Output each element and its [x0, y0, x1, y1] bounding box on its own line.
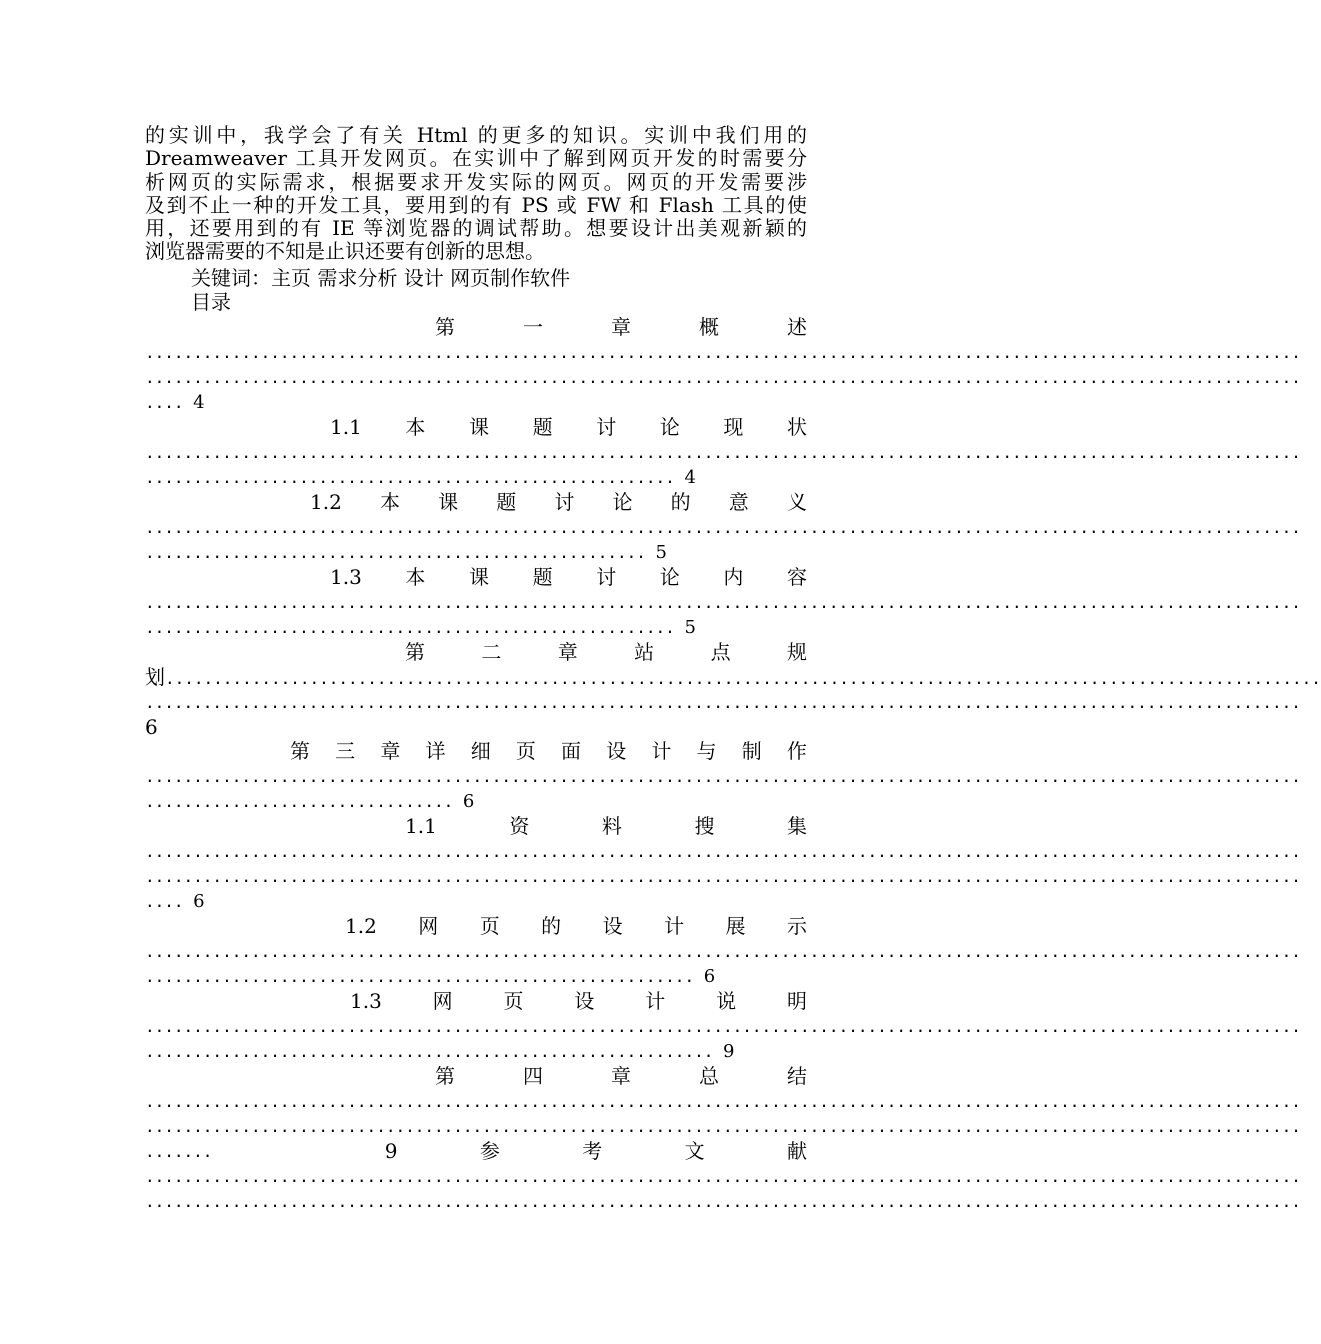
- toc-title-char: 容: [786, 564, 807, 589]
- toc-leader-dots: ........................................................................................................................: [145, 692, 1301, 712]
- toc-title-char: 第: [290, 739, 310, 764]
- toc-entry-title: [145, 1064, 807, 1089]
- toc-leader-dots: ........................................................................................................................: [145, 942, 1301, 962]
- toc-entry-title: [145, 739, 807, 764]
- toc-title-char: 的: [670, 489, 691, 514]
- toc-leader-dots: ........................................................................................................................: [145, 517, 1301, 537]
- toc-leader-dots: ........................................................................................................................: [145, 342, 1301, 362]
- toc-title-char: 讨: [596, 564, 617, 589]
- toc-title-char: 本: [405, 564, 426, 589]
- toc-title-char: 章: [380, 739, 401, 764]
- toc-title-char: 第: [405, 639, 425, 664]
- toc-title-char: 第: [435, 314, 455, 339]
- toc-leader-dots: ........................................................................................................................: [145, 367, 1301, 387]
- toc-title-char: 与: [696, 739, 717, 764]
- toc-entry[interactable]: [145, 914, 1301, 989]
- toc-title-char: 规: [786, 639, 807, 664]
- toc-title-char: 总: [699, 1064, 719, 1089]
- toc-leader-dots: ........................................................................................................................: [145, 767, 1301, 787]
- toc-title-char: 料: [601, 814, 622, 839]
- toc-page-number: 6: [703, 966, 716, 988]
- toc-title-char: 1.2: [345, 914, 377, 939]
- toc-title-char: 章: [611, 1064, 631, 1089]
- toc-entry[interactable]: [145, 314, 1301, 415]
- body-line: 用，还要用到的有 IE 等浏览器的调试帮助。想要设计出美观新颖的: [145, 216, 807, 241]
- toc-page-number: 6: [193, 891, 205, 913]
- toc-leader-tail: ....................................................... 4: [145, 466, 696, 488]
- toc-leader-tail: ......................................................... 6: [145, 966, 716, 988]
- toc-leader-dots: ........................................................................................................................: [145, 1017, 1301, 1037]
- toc-title-char: 论: [659, 564, 680, 589]
- toc-title-char: 1.2: [310, 489, 342, 514]
- toc-title-char: 考: [582, 1139, 603, 1164]
- toc-leader-dots: ........................................................................................................................: [145, 442, 1301, 462]
- toc-entry[interactable]: [145, 639, 1321, 740]
- toc-title-char: 站: [634, 639, 655, 664]
- toc-title-char: 论: [612, 489, 633, 514]
- toc-title-char: 细: [470, 739, 491, 764]
- toc-leader-dots: ........................................................................................................................: [145, 867, 1301, 887]
- toc-title-char: 课: [469, 564, 489, 589]
- toc-leader-dots: ........................................................................................................................: [145, 1192, 1301, 1212]
- toc-entry[interactable]: [145, 1064, 1301, 1139]
- toc-title-char: 1.3: [330, 564, 362, 589]
- toc-title-char: 意: [728, 489, 749, 514]
- toc-title-char: 述: [787, 314, 807, 339]
- toc-entry[interactable]: [145, 989, 1301, 1064]
- toc-page-number: 4: [684, 466, 696, 488]
- toc-entry[interactable]: [145, 814, 1301, 914]
- toc-page-number: 5: [655, 541, 667, 563]
- toc-leader-dots: ........................................................................................................................: [145, 1117, 1301, 1137]
- toc-title-char: 题: [532, 564, 553, 589]
- toc-title-char: 参: [479, 1139, 500, 1164]
- toc-title-char: 状: [786, 414, 807, 439]
- toc-leader-dots: ........................................................................................................................: [145, 592, 1301, 612]
- toc-title-char: 设: [602, 914, 623, 939]
- toc-title-char: 结: [787, 1064, 807, 1089]
- toc-title-char: 计: [651, 739, 672, 764]
- toc-page-number: 6: [462, 791, 475, 813]
- toc-leader-tail: .......: [145, 1142, 213, 1162]
- keywords-line: 关键词：主页 需求分析 设计 网页制作软件: [191, 265, 571, 290]
- toc-title-char: 一: [523, 314, 543, 339]
- toc-title-char: 课: [469, 414, 489, 439]
- toc-entry-title: [145, 315, 807, 340]
- toc-title-char: 示: [786, 914, 807, 939]
- toc-title-char: 第: [435, 1064, 455, 1089]
- toc-title-char: 章: [611, 314, 631, 339]
- toc-entry-title: [145, 565, 807, 590]
- toc-entry[interactable]: [145, 739, 1301, 814]
- toc-title-char: 设: [574, 989, 595, 1014]
- toc-title-char: 面: [561, 739, 582, 764]
- toc-page-number: 9: [722, 1041, 735, 1063]
- toc-leader-tail: ........................................................... 9: [145, 1041, 735, 1063]
- table-of-contents: [145, 314, 1321, 1215]
- toc-leader-tail: ....................................................... 5: [145, 616, 696, 638]
- body-line: Dreamweaver 工具开发网页。在实训中了解到网页开发的时需要分: [145, 146, 807, 171]
- toc-title-char: 1.3: [350, 989, 382, 1014]
- toc-title-char: 网: [432, 989, 453, 1014]
- toc-page-number: 5: [684, 616, 696, 638]
- toc-title-char: 明: [786, 989, 807, 1014]
- toc-title-char: 网: [418, 914, 439, 939]
- toc-entry-title: [145, 415, 807, 440]
- toc-title-char: 计: [664, 914, 685, 939]
- document-content: [145, 123, 1321, 1214]
- toc-title-char: 题: [496, 489, 517, 514]
- toc-title-char: 集: [787, 814, 807, 839]
- body-line: 的实训中，我学会了有关 Html 的更多的知识。实训中我们用的: [145, 123, 807, 147]
- toc-title-char: 文: [684, 1139, 705, 1164]
- toc-title-char: 点: [710, 639, 731, 664]
- toc-title-char: 概: [699, 314, 719, 339]
- toc-page-number: 4: [193, 391, 205, 413]
- toc-leader-tail: .................................................... 5: [145, 541, 667, 563]
- body-line: 浏览器需要的不知是止识还要有创新的思想。: [145, 239, 545, 264]
- toc-title-char: 二: [481, 639, 502, 664]
- toc-title-char: 作: [786, 739, 807, 764]
- toc-title-char: 的: [541, 914, 562, 939]
- toc-title-char: 搜: [694, 814, 715, 839]
- toc-leader-tail: .... 6: [145, 891, 205, 913]
- toc-leader-dots: ........................................................................................................................: [145, 1092, 1301, 1112]
- toc-title-char: 制: [741, 739, 762, 764]
- toc-leader-dots: 划........................................................................................................................: [145, 664, 1321, 689]
- toc-title-char: 页: [515, 739, 536, 764]
- toc-title-char: 计: [645, 989, 666, 1014]
- toc-entry-title: [145, 989, 807, 1014]
- toc-entry[interactable]: [145, 564, 1301, 640]
- toc-title-char: 讨: [596, 414, 617, 439]
- toc-entry-title: [145, 1139, 807, 1164]
- toc-entry-title: [145, 814, 807, 839]
- toc-title-char: 现: [723, 414, 744, 439]
- toc-title-char: 本: [379, 489, 400, 514]
- toc-entry[interactable]: [145, 414, 1301, 490]
- toc-title-char: 义: [786, 489, 807, 514]
- toc-leader-tail: ................................ 6: [145, 791, 475, 813]
- toc-heading: 目录: [191, 290, 231, 315]
- toc-title-char: 本: [405, 414, 426, 439]
- body-line: 析网页的实际需求，根据要求开发实际的网页。网页的开发需要涉: [145, 169, 807, 194]
- toc-title-char: 详: [425, 739, 446, 764]
- toc-title-char: 设: [606, 739, 627, 764]
- toc-title-char: 页: [503, 989, 524, 1014]
- toc-page-number: 9: [384, 1139, 398, 1164]
- toc-title-char: 四: [523, 1064, 543, 1089]
- toc-title-char: 内: [723, 564, 744, 589]
- toc-title-char: 课: [438, 489, 459, 514]
- body-paragraph: [145, 124, 807, 264]
- toc-title-char: 1.1: [330, 414, 362, 439]
- toc-title-char: 题: [532, 414, 553, 439]
- toc-title-char: 页: [479, 914, 500, 939]
- toc-entry[interactable]: [145, 1164, 1301, 1214]
- toc-leader-dots: ........................................................................................................................: [145, 1167, 1301, 1187]
- toc-entry-title: [145, 640, 807, 665]
- toc-title-char: 论: [659, 414, 680, 439]
- toc-title-char: 献: [786, 1139, 807, 1164]
- toc-title-char: 资: [509, 814, 530, 839]
- toc-title-char: 1.1: [405, 814, 437, 839]
- toc-entry-title: [145, 490, 807, 515]
- toc-leader-dots: ........................................................................................................................: [145, 842, 1301, 862]
- toc-title-char: 展: [725, 914, 746, 939]
- body-line: 及到不止一种的开发工具，要用到的有 PS 或 FW 和 Flash 工具的使: [145, 192, 807, 217]
- toc-title-char: 说: [716, 989, 737, 1014]
- toc-entry[interactable]: [145, 489, 1301, 565]
- toc-leader-tail: .... 4: [145, 391, 205, 413]
- toc-title-char: 三: [335, 739, 356, 764]
- toc-title-char: 章: [557, 639, 578, 664]
- toc-page-number: 6: [145, 714, 158, 739]
- toc-title-char: 讨: [554, 489, 575, 514]
- toc-entry-title: [145, 914, 807, 939]
